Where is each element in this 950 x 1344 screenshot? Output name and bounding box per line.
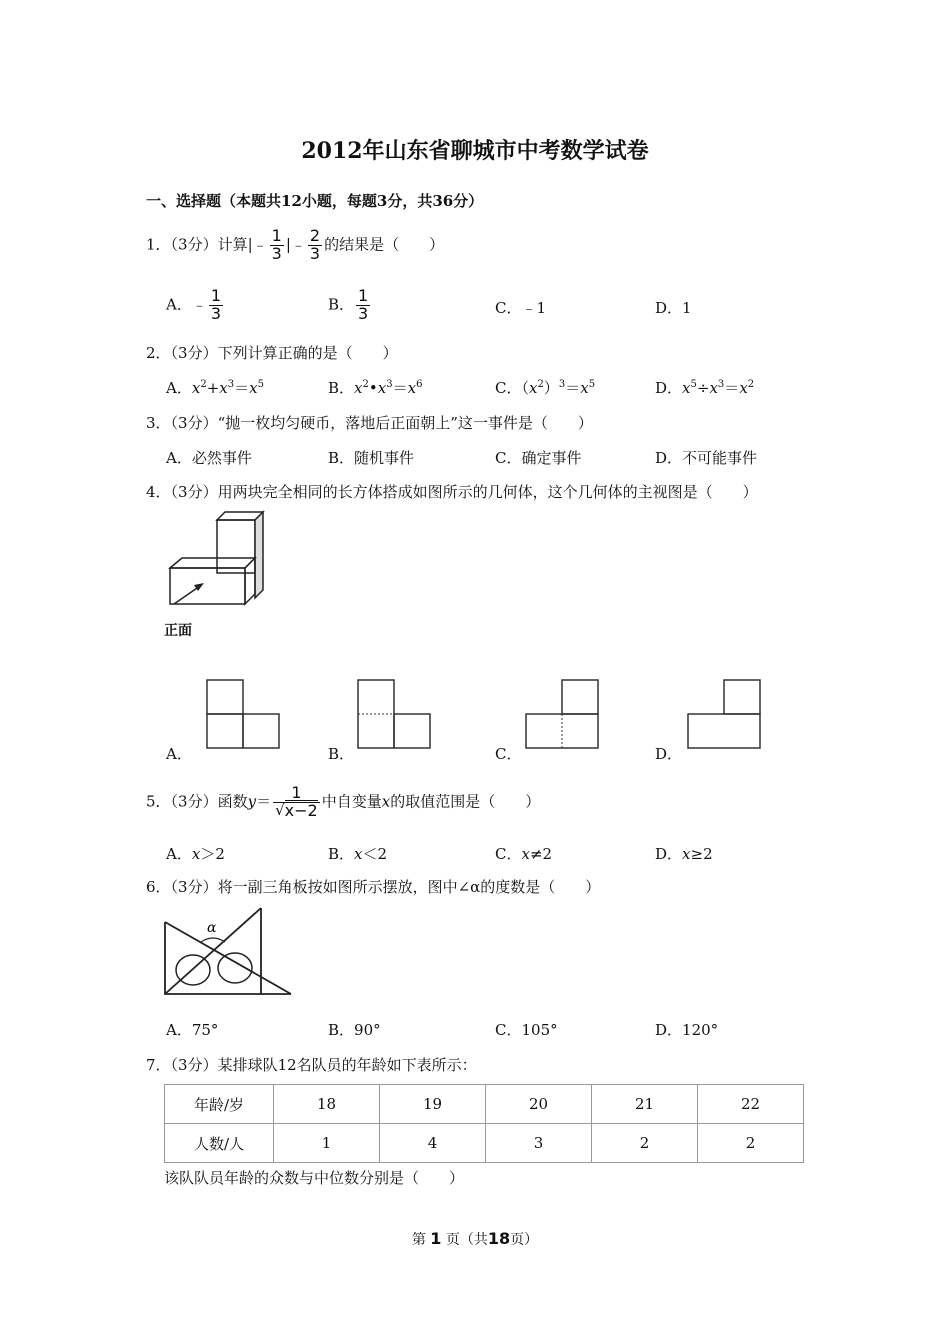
- q5-stem-post: 中自变量: [321, 792, 382, 811]
- q5-option-a[interactable]: [166, 843, 225, 864]
- exp: 3: [558, 379, 566, 390]
- q5-b-rel: ＜2: [362, 845, 388, 863]
- q1-f1-den: 3: [271, 243, 282, 263]
- q2-a-label: A．: [166, 379, 192, 397]
- var-x: x: [709, 379, 718, 397]
- q1-b-fraction: [356, 288, 370, 323]
- var-x: x: [191, 379, 201, 397]
- q5-d-rel: ≥2: [690, 845, 713, 863]
- q6-option-b[interactable]: B．90°: [328, 1021, 381, 1039]
- table-cell: 2: [698, 1124, 804, 1163]
- footer-mid: 页（共: [445, 1232, 488, 1248]
- q1-fraction-1: [270, 228, 284, 263]
- q6-option-d[interactable]: D．120°: [655, 1021, 719, 1039]
- var-x: x: [407, 379, 417, 397]
- var-x: x: [381, 792, 391, 811]
- question-2: 2．（3分）下列计算正确的是（ ）: [146, 344, 398, 362]
- var-x: x: [682, 845, 691, 863]
- op: ＝: [724, 379, 740, 397]
- var-x: x: [354, 379, 363, 397]
- q5-a-label: A．: [166, 845, 192, 863]
- op: ）: [543, 379, 559, 397]
- q1-mid: |﹣: [285, 235, 306, 254]
- exp: 2: [362, 379, 369, 390]
- table-cell: 22: [698, 1085, 804, 1124]
- q6-triangles-figure: [163, 906, 295, 998]
- exp: 3: [386, 379, 393, 390]
- q3-option-a[interactable]: A．必然事件: [166, 449, 252, 467]
- q5-eq: ＝: [256, 792, 272, 811]
- q2-option-c[interactable]: [495, 377, 595, 398]
- var-x: x: [219, 379, 228, 397]
- q2-option-a[interactable]: [166, 377, 264, 398]
- table-cell: 人数/人: [165, 1124, 274, 1163]
- op: ＝: [392, 379, 408, 397]
- q1-a-label: A．﹣: [166, 295, 207, 314]
- var-x: x: [249, 379, 258, 397]
- q5-fraction: [273, 785, 320, 820]
- q5-radicand: x−2: [284, 800, 318, 820]
- var-x: x: [529, 379, 538, 397]
- q1-stem-start: 1．（3分）计算|: [146, 235, 253, 254]
- question-7: 7．（3分）某排球队12名队员的年龄如下表所示：: [146, 1056, 477, 1074]
- q4-option-a[interactable]: A．: [166, 745, 192, 763]
- op: ＝: [234, 379, 250, 397]
- exp: 5: [257, 379, 264, 390]
- q1-tail: 的结果是（ ）: [324, 235, 445, 254]
- q1-fraction-2: [308, 228, 322, 263]
- q6-option-a[interactable]: A．75°: [166, 1021, 219, 1039]
- q2-d-label: D．: [655, 379, 683, 397]
- exp: 5: [690, 379, 697, 390]
- q2-option-b[interactable]: [328, 377, 422, 398]
- footer-total-pages: 18: [487, 1229, 511, 1248]
- q3-option-d[interactable]: D．不可能事件: [655, 449, 758, 467]
- q4-b-view-icon: [356, 678, 434, 750]
- exp: 5: [588, 379, 596, 390]
- var-x: x: [682, 379, 691, 397]
- q4-option-b[interactable]: B．: [328, 745, 355, 763]
- q5-b-label: B．: [328, 845, 355, 863]
- alpha-label: α: [207, 920, 217, 936]
- table-cell: 18: [274, 1085, 380, 1124]
- q1-a-num: 1: [210, 286, 222, 305]
- q4-c-view-icon: [524, 678, 602, 750]
- op: +: [206, 379, 220, 397]
- exp: 2: [200, 379, 207, 390]
- q1-a-fraction: [209, 288, 223, 323]
- table-row: [165, 1085, 804, 1124]
- table-row: [165, 1124, 804, 1163]
- q1-minus: ﹣: [252, 235, 268, 254]
- question-5: [146, 785, 540, 820]
- exp: 6: [416, 379, 423, 390]
- table-cell: 年龄/岁: [165, 1085, 274, 1124]
- question-1: [146, 228, 444, 263]
- q1-b-num: 1: [358, 286, 369, 305]
- q6-option-c[interactable]: C．105°: [495, 1021, 558, 1039]
- q2-b-label: B．: [328, 379, 355, 397]
- table-cell: 20: [486, 1085, 592, 1124]
- var-x: x: [377, 379, 387, 397]
- table-cell: 4: [380, 1124, 486, 1163]
- q5-option-d[interactable]: [655, 843, 713, 864]
- q1-f2-num: 2: [309, 226, 321, 245]
- q5-option-c[interactable]: [495, 843, 552, 864]
- var-x: x: [580, 379, 589, 397]
- q5-num: 1: [273, 785, 320, 803]
- q1-f1-num: 1: [271, 226, 282, 245]
- q4-a-view-icon: [205, 678, 283, 750]
- q1-a-den: 3: [210, 303, 222, 323]
- q4-solid-figure: [160, 510, 280, 638]
- var-x: x: [521, 845, 530, 863]
- q1-option-d[interactable]: D．1: [655, 299, 692, 317]
- q5-den: [273, 800, 320, 820]
- q4-option-c[interactable]: C．: [495, 745, 522, 763]
- page-footer: [0, 1229, 950, 1249]
- q1-option-a[interactable]: [166, 288, 225, 323]
- q1-b-label: B．: [328, 295, 355, 314]
- exp: 2: [747, 379, 755, 390]
- section-heading: 一、选择题（本题共12小题，每题3分，共36分）: [146, 192, 484, 210]
- q5-stem-pre: 5．（3分）函数: [146, 792, 248, 811]
- op: ÷: [696, 379, 710, 397]
- age-table: [164, 1084, 804, 1163]
- question-6: 6．（3分）将一副三角板按如图所示摆放，图中∠α的度数是（ ）: [146, 878, 601, 896]
- question-4: 4．（3分）用两块完全相同的长方体搭成如图所示的几何体，这个几何体的主视图是（ ）: [146, 483, 758, 501]
- page-title: 2012年山东省聊城市中考数学试卷: [301, 138, 649, 164]
- op: （: [521, 379, 529, 397]
- question-3: 3．（3分）“抛一枚均匀硬币，落地后正面朝上”这一事件是（ ）: [146, 414, 593, 432]
- table-cell: 3: [486, 1124, 592, 1163]
- var-y: y: [247, 792, 257, 811]
- q5-c-rel: ≠2: [529, 845, 553, 863]
- q5-c-label: C．: [495, 845, 522, 863]
- q1-option-b[interactable]: [328, 288, 372, 323]
- footer-pre: 第: [411, 1232, 426, 1248]
- q4-front-label: 正面: [164, 623, 192, 639]
- exp: 3: [227, 379, 235, 390]
- table-cell: 1: [274, 1124, 380, 1163]
- q3-option-b[interactable]: B．随机事件: [328, 449, 415, 467]
- q4-d-view-icon: [686, 678, 764, 750]
- table-cell: 21: [592, 1085, 698, 1124]
- q2-c-label: C．: [495, 379, 522, 397]
- q5-option-b[interactable]: [328, 843, 387, 864]
- q1-option-c[interactable]: C．﹣1: [495, 299, 547, 317]
- footer-post: 页）: [510, 1232, 539, 1248]
- table-cell: 2: [592, 1124, 698, 1163]
- q7-followup: 该队队员年龄的众数与中位数分别是（ ）: [164, 1169, 465, 1187]
- q5-stem-end: 的取值范围是（ ）: [390, 792, 541, 811]
- sqrt-icon: √: [275, 801, 285, 820]
- exp: 3: [717, 379, 725, 390]
- var-x: x: [191, 845, 201, 863]
- q5-a-rel: ＞2: [200, 845, 225, 863]
- op: ＝: [565, 379, 581, 397]
- var-x: x: [354, 845, 363, 863]
- var-x: x: [739, 379, 748, 397]
- footer-page-number: 1: [430, 1229, 442, 1248]
- exp: 2: [537, 379, 544, 390]
- q1-b-den: 3: [358, 303, 369, 323]
- q4-option-d[interactable]: D．: [655, 745, 683, 763]
- table-cell: 19: [380, 1085, 486, 1124]
- q5-d-label: D．: [655, 845, 683, 863]
- q1-f2-den: 3: [309, 243, 321, 263]
- op: •: [368, 379, 378, 397]
- q3-option-c[interactable]: C．确定事件: [495, 449, 582, 467]
- q2-option-d[interactable]: [655, 377, 754, 398]
